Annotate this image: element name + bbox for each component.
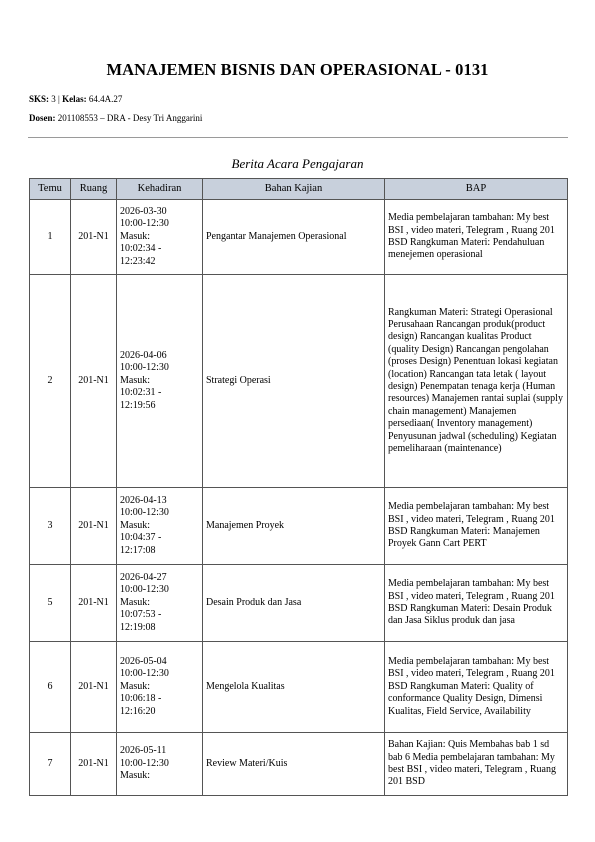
cell-bahan-kajian: Manajemen Proyek bbox=[203, 488, 385, 565]
attendance-out: 12:17:08 bbox=[120, 544, 156, 556]
section-title: Berita Acara Pengajaran bbox=[231, 156, 364, 171]
attendance-out: 12:16:20 bbox=[120, 705, 156, 717]
cell-kehadiran bbox=[117, 275, 203, 488]
course-meta: SKS: 3 | Kelas: 64.4A.27 bbox=[29, 94, 123, 104]
cell-kehadiran bbox=[117, 200, 203, 275]
kelas-value: 64.4A.27 bbox=[88, 94, 123, 104]
cell-kehadiran bbox=[117, 642, 203, 733]
table-row bbox=[30, 488, 568, 565]
attendance-time: 10:00-12:30 bbox=[120, 757, 169, 769]
cell-temu: 2 bbox=[30, 275, 71, 488]
cell-temu: 1 bbox=[30, 200, 71, 275]
attendance-date: 2026-05-11 bbox=[120, 745, 167, 757]
cell-bahan-kajian: Pengantar Manajemen Operasional bbox=[203, 200, 385, 275]
cell-bap: Bahan Kajian: Quis Membahas bab 1 sd bab 6 Media pembelajaran tambahan: My best BSI , video materi, Telegram , Ruang 201 BSD bbox=[385, 733, 568, 796]
cell-bap: Media pembelajaran tambahan: My best BSI , video materi, Telegram , Ruang 201 BSD Rangkuman Materi: Pendahuluan menejemen operasional bbox=[385, 200, 568, 275]
attendance-out: 12:23:42 bbox=[120, 255, 156, 267]
header-bap: BAP bbox=[385, 179, 568, 200]
attendance-time: 10:00-12:30 bbox=[120, 362, 169, 374]
attendance-date: 2026-03-30 bbox=[120, 205, 167, 217]
header-bahan-kajian: Bahan Kajian bbox=[203, 179, 385, 200]
cell-bap: Media pembelajaran tambahan: My best BSI , video materi, Telegram , Ruang 201 BSD Rangkuman Materi: Manajemen Proyek Gann Cart PERT bbox=[385, 488, 568, 565]
attendance-in: 10:07:53 - bbox=[120, 609, 162, 621]
attendance-in: 10:02:31 - bbox=[120, 387, 162, 399]
attendance-date: 2026-04-06 bbox=[120, 349, 167, 361]
attendance-in: 10:02:34 - bbox=[120, 243, 162, 255]
document-title: MANAJEMEN BISNIS DAN OPERASIONAL - 0131 bbox=[106, 60, 489, 79]
sks-value: 3 bbox=[51, 94, 56, 104]
table-row bbox=[30, 565, 568, 642]
cell-temu: 5 bbox=[30, 565, 71, 642]
cell-kehadiran bbox=[117, 565, 203, 642]
cell-ruang: 201-N1 bbox=[71, 200, 117, 275]
attendance-masuk-label: Masuk: bbox=[120, 596, 150, 608]
header-ruang: Ruang bbox=[71, 179, 117, 200]
dosen-value: 201108553 – DRA - Desy Tri Anggarini bbox=[57, 113, 203, 123]
attendance-masuk-label: Masuk: bbox=[120, 230, 150, 242]
header-kehadiran: Kehadiran bbox=[117, 179, 203, 200]
cell-bahan-kajian: Mengelola Kualitas bbox=[203, 642, 385, 733]
table-row bbox=[30, 200, 568, 275]
attendance-date: 2026-05-04 bbox=[120, 655, 167, 667]
divider bbox=[28, 137, 568, 138]
attendance-date: 2026-04-13 bbox=[120, 494, 167, 506]
attendance-masuk-label: Masuk: bbox=[120, 680, 150, 692]
header-temu: Temu bbox=[30, 179, 71, 200]
attendance-time: 10:00-12:30 bbox=[120, 584, 169, 596]
attendance-date: 2026-04-27 bbox=[120, 571, 167, 583]
kelas-label: Kelas: bbox=[62, 94, 87, 104]
bap-table bbox=[29, 178, 568, 796]
table-row bbox=[30, 275, 568, 488]
attendance-masuk-label: Masuk: bbox=[120, 374, 150, 386]
cell-bahan-kajian: Desain Produk dan Jasa bbox=[203, 565, 385, 642]
cell-ruang: 201-N1 bbox=[71, 275, 117, 488]
attendance-masuk-label: Masuk: bbox=[120, 519, 150, 531]
cell-bap: Rangkuman Materi: Strategi Operasional Perusahaan Rancangan produk(product design) Rancangan kualitas Product (quality Design) Rancangan pengolahan (proses Design) Penentuan lokasi kegiatan (location) Rancangan tata letak ( layout design) Penempatan tenaga kerja (Human resources) Manajemen rantai suplai (supply chain management) Manajemen persediaan( Inventory management) Penyusunan jadwal (scheduling) Kegiatan pemeliharaan (maintenance) bbox=[385, 275, 568, 488]
cell-temu: 6 bbox=[30, 642, 71, 733]
cell-kehadiran bbox=[117, 733, 203, 796]
cell-bahan-kajian: Review Materi/Kuis bbox=[203, 733, 385, 796]
lecturer-meta bbox=[29, 113, 202, 123]
attendance-in: 10:04:37 - bbox=[120, 532, 162, 544]
attendance-out: 12:19:56 bbox=[120, 399, 156, 411]
attendance-time: 10:00-12:30 bbox=[120, 507, 169, 519]
attendance-out: 12:19:08 bbox=[120, 621, 156, 633]
attendance-masuk-label: Masuk: bbox=[120, 770, 150, 782]
cell-ruang: 201-N1 bbox=[71, 733, 117, 796]
table-row bbox=[30, 642, 568, 733]
attendance-time: 10:00-12:30 bbox=[120, 668, 169, 680]
cell-bahan-kajian: Strategi Operasi bbox=[203, 275, 385, 488]
cell-ruang: 201-N1 bbox=[71, 488, 117, 565]
table-header-row bbox=[30, 179, 568, 200]
sks-label: SKS: bbox=[29, 94, 50, 104]
cell-bap: Media pembelajaran tambahan: My best BSI , video materi, Telegram , Ruang 201 BSD Rangkuman Materi: Quality of conformance Quality Design, Dimensi Kualitas, Field Service, Availability bbox=[385, 642, 568, 733]
cell-temu: 7 bbox=[30, 733, 71, 796]
cell-temu: 3 bbox=[30, 488, 71, 565]
table-row bbox=[30, 733, 568, 796]
cell-ruang: 201-N1 bbox=[71, 642, 117, 733]
attendance-in: 10:06:18 - bbox=[120, 693, 162, 705]
cell-kehadiran bbox=[117, 488, 203, 565]
cell-ruang: 201-N1 bbox=[71, 565, 117, 642]
cell-bap: Media pembelajaran tambahan: My best BSI , video materi, Telegram , Ruang 201 BSD Rangkuman Materi: Desain Produk dan Jasa Siklus produk dan jasa bbox=[385, 565, 568, 642]
attendance-time: 10:00-12:30 bbox=[120, 218, 169, 230]
dosen-label: Dosen: bbox=[29, 113, 56, 123]
